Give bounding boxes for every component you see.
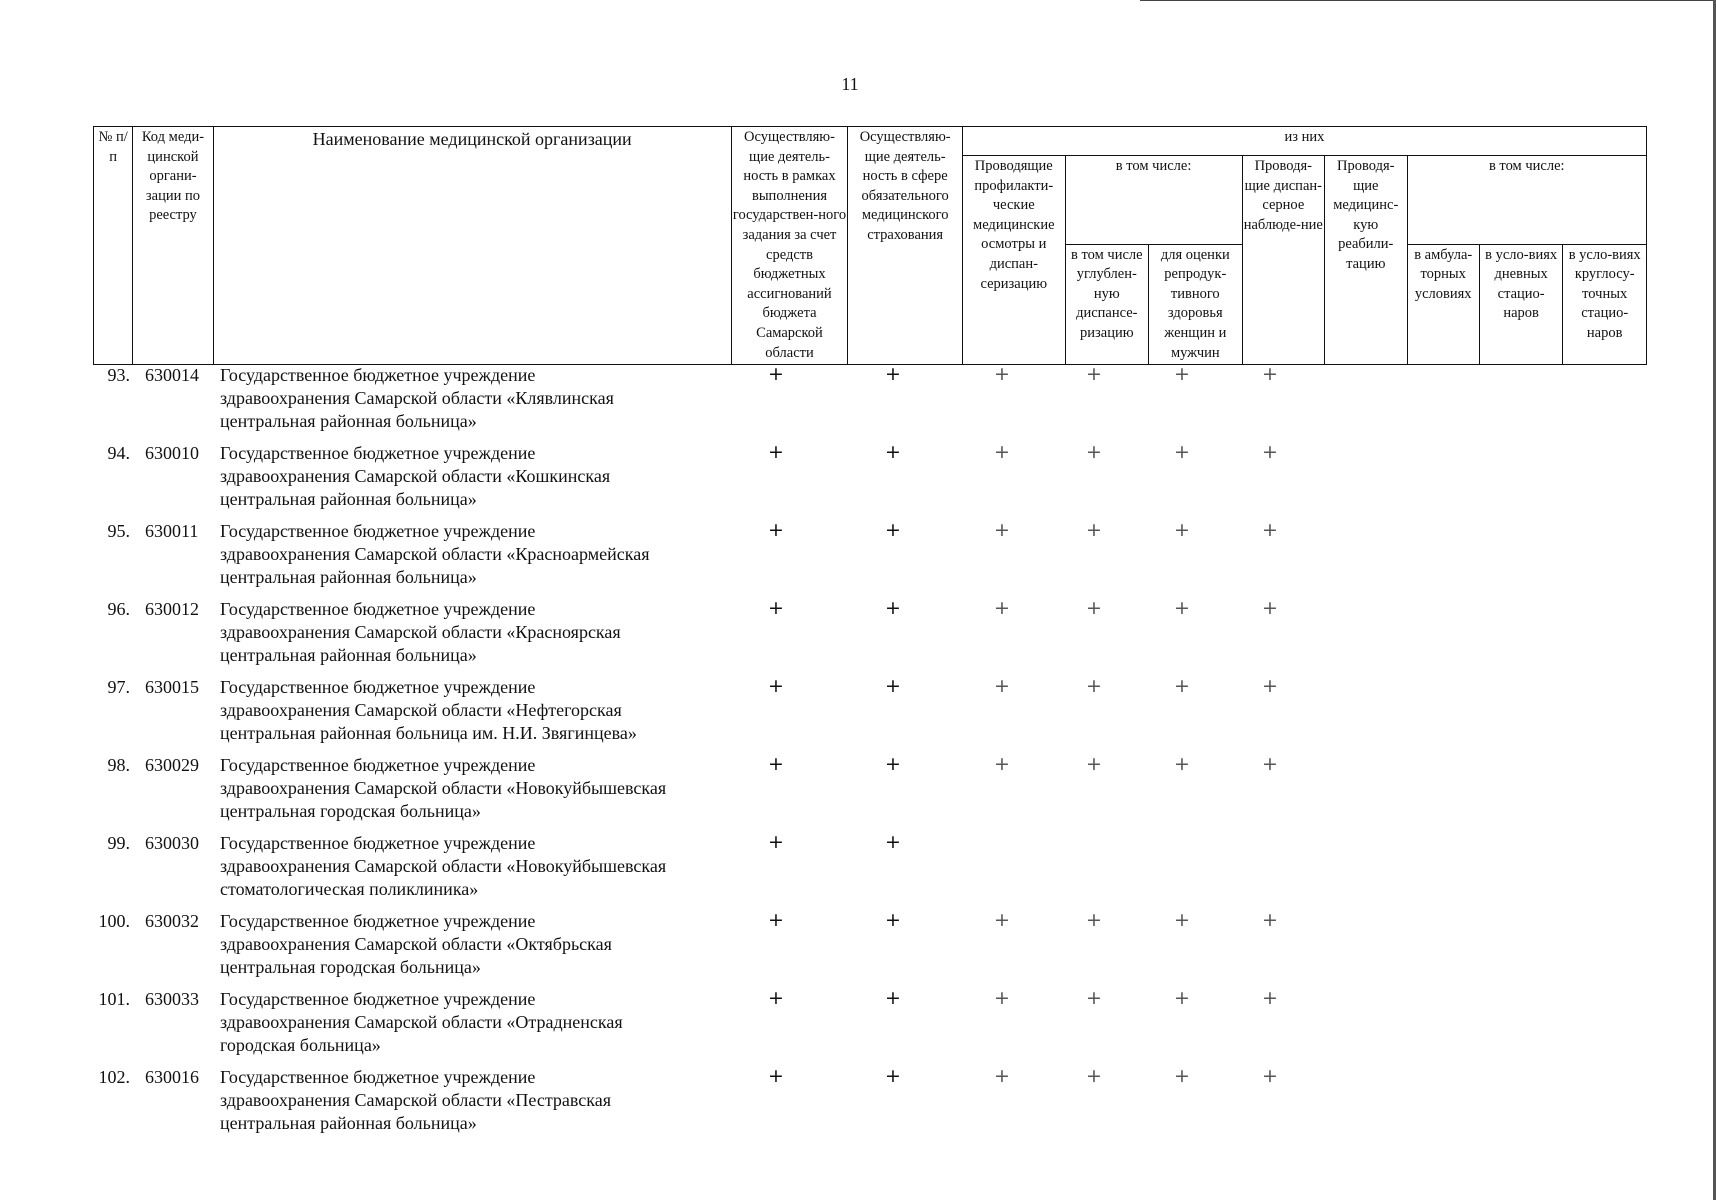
row-mark-plus: + [768,753,784,775]
row-number: 95. [107,521,130,541]
row-organization-name-line: центральная городская больница» [220,801,481,821]
row-mark-plus: + [1174,675,1190,697]
row-mark-plus: + [994,519,1010,541]
row-mark-plus: + [885,675,901,697]
row-number: 99. [107,833,130,853]
row-organization-name-line: здравоохранения Самарской области «Новокуйбышевская [220,856,667,876]
row-code: 630014 [145,365,199,385]
row-organization-name-line: Государственное бюджетное учреждение [220,1067,536,1087]
row-code: 630011 [145,521,199,541]
row-organization-name-line: центральная районная больница» [220,489,477,509]
row-organization-name-line: здравоохранения Самарской области «Октябрьская [220,934,612,954]
row-mark-plus: + [885,987,901,1009]
row-mark-plus: + [885,1065,901,1087]
row-mark-plus: + [1174,597,1190,619]
row-mark-plus: + [1086,363,1102,385]
row-mark-plus: + [885,831,901,853]
row-organization-name-line: центральная районная больница им. Н.И. Звягинцева» [220,723,637,743]
row-organization-name-line: Государственное бюджетное учреждение [220,989,536,1009]
row-organization-name-line: Государственное бюджетное учреждение [220,677,536,697]
row-organization-name [220,520,740,589]
row-organization-name-line: центральная районная больница» [220,411,477,431]
row-organization-name [220,754,740,823]
row-organization-name-line: Государственное бюджетное учреждение [220,365,536,385]
header-day: в усло-виях дневных стацио-наров [1479,244,1562,364]
row-organization-name [220,364,740,433]
row-mark-plus: + [885,753,901,775]
row-mark-plus: + [1086,1065,1102,1087]
row-mark-plus: + [1262,363,1278,385]
row-mark-plus: + [994,675,1010,697]
row-mark-plus: + [1262,597,1278,619]
row-mark-plus: + [768,987,784,1009]
row-mark-plus: + [1174,987,1190,1009]
row-code: 630029 [145,755,199,775]
row-organization-name-line: здравоохранения Самарской области «Клявлинская [220,388,614,408]
row-code: 630016 [145,1067,199,1087]
row-mark-plus: + [1086,909,1102,931]
row-organization-name-line: Государственное бюджетное учреждение [220,911,536,931]
table-row [0,598,1716,676]
row-number: 102. [98,1067,130,1087]
row-mark-plus: + [768,363,784,385]
header-amb: в амбула-торных условиях [1407,244,1479,364]
row-organization-name-line: здравоохранения Самарской области «Красноармейская [220,544,650,564]
row-mark-plus: + [1086,519,1102,541]
row-organization-name [220,442,740,511]
header-num: № п/п [94,127,133,365]
row-mark-plus: + [768,441,784,463]
row-mark-plus: + [768,909,784,931]
page-number: 11 [841,74,859,94]
row-mark-plus: + [1262,441,1278,463]
row-organization-name-line: здравоохранения Самарской области «Отрадненская [220,1012,623,1032]
row-mark-plus: + [885,597,901,619]
row-organization-name-line: Государственное бюджетное учреждение [220,443,536,463]
row-mark-plus: + [1174,1065,1190,1087]
row-mark-plus: + [994,753,1010,775]
header-oms: Осуществляю-щие деятель-ность в сфере обязательного медицинского страхования [848,127,963,365]
row-code: 630015 [145,677,199,697]
row-organization-name-line: здравоохранения Самарской области «Новокуйбышевская [220,778,667,798]
row-organization-name-line: центральная городская больница» [220,957,481,977]
row-mark-plus: + [1262,1065,1278,1087]
row-mark-plus: + [768,597,784,619]
row-organization-name-line: городская больница» [220,1035,381,1055]
row-mark-plus: + [1174,519,1190,541]
row-organization-name-line: здравоохранения Самарской области «Нефтегорская [220,700,622,720]
row-mark-plus: + [768,831,784,853]
table-row [0,754,1716,832]
row-mark-plus: + [1086,753,1102,775]
row-number: 98. [107,755,130,775]
row-mark-plus: + [1262,987,1278,1009]
row-number: 97. [107,677,130,697]
row-organization-name-line: здравоохранения Самарской области «Пестравская [220,1090,612,1110]
row-organization-name-line: здравоохранения Самарской области «Красноярская [220,622,621,642]
header-prof: Проводящие профилакти-ческие медицинские осмотры и диспан-серизацию [962,156,1065,365]
row-number: 96. [107,599,130,619]
row-code: 630032 [145,911,199,931]
header-incl-2: в том числе: [1407,156,1647,245]
row-organization-name-line: стоматологическая поликлиника» [220,879,479,899]
row-mark-plus: + [885,441,901,463]
row-organization-name-line: Государственное бюджетное учреждение [220,833,536,853]
row-mark-plus: + [768,1065,784,1087]
row-organization-name [220,598,740,667]
table-row [0,364,1716,442]
table-body [0,364,1716,1144]
row-mark-plus: + [768,519,784,541]
header-code: Код меди-цинской органи-зации по реестру [133,127,213,365]
row-organization-name [220,676,740,745]
row-mark-plus: + [994,597,1010,619]
table-row [0,832,1716,910]
row-mark-plus: + [1262,519,1278,541]
row-mark-plus: + [994,1065,1010,1087]
table-row [0,676,1716,754]
scan-top-line [1140,0,1716,1]
row-organization-name-line: центральная районная больница» [220,645,477,665]
row-mark-plus: + [885,363,901,385]
row-number: 101. [98,989,130,1009]
row-mark-plus: + [1086,441,1102,463]
row-code: 630010 [145,443,199,463]
row-mark-plus: + [885,909,901,931]
header-state-task: Осуществляю-щие деятель-ность в рамках выполнения государствен-ного задания за счет средств бюджетных ассигнований бюджета Самарской области [731,127,848,365]
row-mark-plus: + [1174,909,1190,931]
row-mark-plus: + [994,363,1010,385]
row-number: 94. [107,443,130,463]
row-number: 100. [98,911,130,931]
row-mark-plus: + [994,441,1010,463]
row-mark-plus: + [885,519,901,541]
row-code: 630012 [145,599,199,619]
row-code: 630030 [145,833,199,853]
row-mark-plus: + [994,987,1010,1009]
header-incl-1: в том числе: [1065,156,1242,245]
row-mark-plus: + [1174,753,1190,775]
header-repro: для оценки репродук-тивного здоровья женщин и мужчин [1149,244,1243,364]
row-organization-name-line: центральная районная больница» [220,567,477,587]
row-organization-name-line: центральная районная больница» [220,1113,477,1133]
header-round: в усло-виях круглосу-точных стацио-наров [1563,244,1647,364]
row-mark-plus: + [1174,441,1190,463]
table-row [0,442,1716,520]
row-code: 630033 [145,989,199,1009]
header-name: Наименование медицинской организации [213,127,731,365]
row-mark-plus: + [768,675,784,697]
table-row [0,1066,1716,1144]
table-row [0,910,1716,988]
row-number: 93. [107,365,130,385]
header-deep: в том числе углублен-ную диспансе-ризацию [1065,244,1148,364]
row-organization-name-line: Государственное бюджетное учреждение [220,755,536,775]
row-organization-name-line: здравоохранения Самарской области «Кошкинская [220,466,611,486]
header-of-them: из них [962,127,1646,156]
row-mark-plus: + [1262,675,1278,697]
row-mark-plus: + [1262,909,1278,931]
row-organization-name-line: Государственное бюджетное учреждение [220,521,536,541]
row-organization-name [220,910,740,979]
row-mark-plus: + [994,909,1010,931]
row-mark-plus: + [1262,753,1278,775]
row-mark-plus: + [1086,987,1102,1009]
row-mark-plus: + [1174,363,1190,385]
row-organization-name-line: Государственное бюджетное учреждение [220,599,536,619]
table-row [0,988,1716,1066]
header-disp: Проводя-щие диспан-серное наблюде-ние [1242,156,1324,365]
table-row [0,520,1716,598]
row-organization-name [220,832,740,901]
row-organization-name [220,1066,740,1135]
row-mark-plus: + [1086,675,1102,697]
row-organization-name [220,988,740,1057]
table-header [93,126,1647,365]
header-rehab: Проводя-щие медицинс-кую реабили-тацию [1325,156,1407,365]
row-mark-plus: + [1086,597,1102,619]
